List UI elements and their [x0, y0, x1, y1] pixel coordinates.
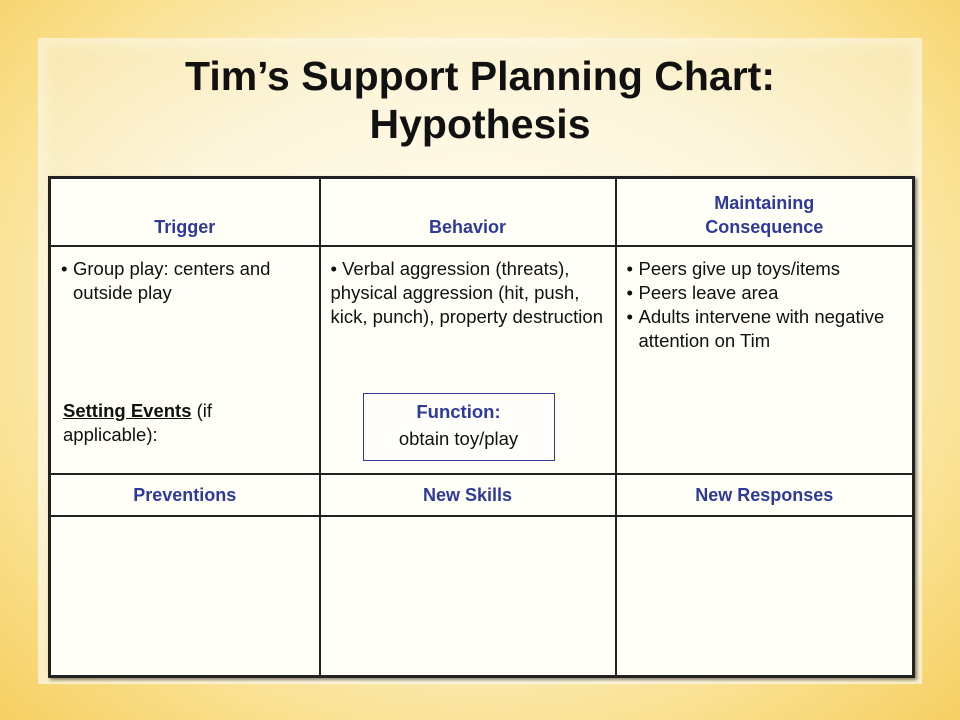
support-planning-table [48, 176, 915, 678]
consequence-list [617, 257, 913, 353]
behavior-cell [320, 246, 616, 474]
list-item: • Adults intervene with negative attention on Tim [627, 305, 903, 353]
header-new-skills: New Skills [320, 474, 616, 516]
consequence-cell [616, 246, 914, 474]
preventions-cell [50, 516, 320, 677]
function-box [363, 393, 555, 461]
function-value: obtain toy/play [398, 428, 519, 449]
trigger-cell [50, 246, 320, 474]
header-preventions: Preventions [50, 474, 320, 516]
header-new-responses: New Responses [616, 474, 914, 516]
new-responses-cell [616, 516, 914, 677]
list-item: • Peers give up toys/items [627, 257, 903, 281]
trigger-list [51, 257, 319, 305]
function-label: Function: [416, 401, 501, 422]
behavior-text: • Verbal aggression (threats), physical aggression (hit, push, kick, punch), property destruction [330, 258, 603, 327]
header-maintaining-consequence: Maintaining Consequence [616, 178, 914, 247]
title-line-2: Hypothesis [369, 101, 591, 147]
header-trigger: Trigger [50, 178, 320, 247]
list-item: • Peers leave area [627, 281, 903, 305]
new-skills-cell [320, 516, 616, 677]
setting-events [63, 399, 311, 447]
list-item: • Group play: centers and outside play [61, 257, 309, 305]
title-line-1: Tim’s Support Planning Chart: [185, 53, 775, 99]
setting-events-rest: (if applicable): [63, 400, 213, 445]
page-title [0, 52, 960, 148]
header-behavior: Behavior [320, 178, 616, 247]
setting-events-label: Setting Events [63, 400, 192, 421]
